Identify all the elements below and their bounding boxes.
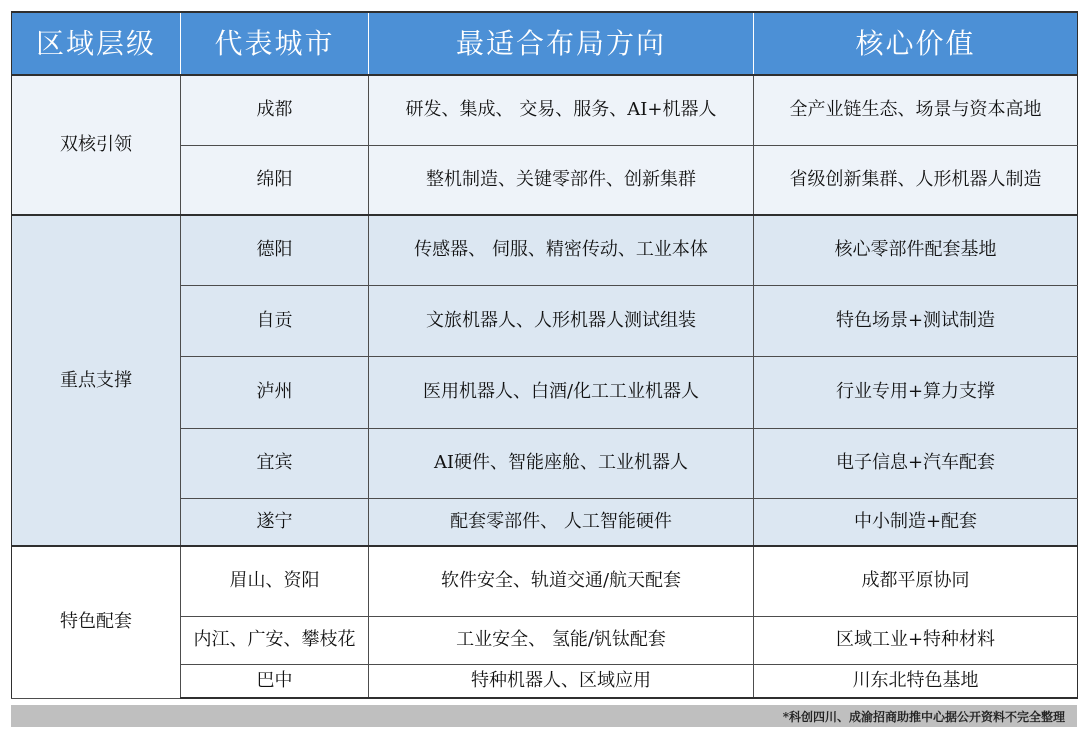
city-cell: 自贡: [181, 285, 369, 356]
value-cell: 成都平原协同: [754, 546, 1078, 616]
header-row: [12, 12, 1078, 75]
city-cell: 巴中: [181, 664, 369, 698]
city-cell: 内江、广安、攀枝花: [181, 616, 369, 664]
city-cell: 眉山、资阳: [181, 546, 369, 616]
tier-cell: 双核引领: [12, 75, 181, 215]
direction-cell: 文旅机器人、人形机器人测试组装: [369, 285, 754, 356]
tier-cell: 特色配套: [12, 546, 181, 698]
city-cell: 成都: [181, 75, 369, 145]
header-tier: 区域层级: [12, 12, 181, 75]
value-cell: 川东北特色基地: [754, 664, 1078, 698]
header-city: 代表城市: [181, 12, 369, 75]
value-cell: 省级创新集群、人形机器人制造: [754, 145, 1078, 215]
direction-cell: 传感器、 伺服、精密传动、工业本体: [369, 215, 754, 285]
value-cell: 中小制造+配套: [754, 498, 1078, 546]
city-layout-table: [11, 11, 1078, 699]
value-cell: 区域工业+特种材料: [754, 616, 1078, 664]
header-value: 核心价值: [754, 12, 1078, 75]
direction-cell: 软件安全、轨道交通/航天配套: [369, 546, 754, 616]
city-cell: 遂宁: [181, 498, 369, 546]
city-cell: 德阳: [181, 215, 369, 285]
direction-cell: AI硬件、智能座舱、工业机器人: [369, 428, 754, 498]
direction-cell: 研发、集成、 交易、服务、AI+机器人: [369, 75, 754, 145]
city-cell: 绵阳: [181, 145, 369, 215]
table-row: [12, 215, 1078, 285]
footer-bar: [11, 705, 1077, 727]
header-direction: 最适合布局方向: [369, 12, 754, 75]
source-note: *科创四川、成渝招商助推中心据公开资料不完全整理: [782, 710, 1065, 724]
city-cell: 宜宾: [181, 428, 369, 498]
direction-cell: 医用机器人、白酒/化工工业机器人: [369, 356, 754, 428]
direction-cell: 特种机器人、区域应用: [369, 664, 754, 698]
direction-cell: 工业安全、 氢能/钒钛配套: [369, 616, 754, 664]
direction-cell: 整机制造、关键零部件、创新集群: [369, 145, 754, 215]
value-cell: 电子信息+汽车配套: [754, 428, 1078, 498]
city-cell: 泸州: [181, 356, 369, 428]
value-cell: 全产业链生态、场景与资本高地: [754, 75, 1078, 145]
table-row: [12, 546, 1078, 616]
value-cell: 行业专用+算力支撑: [754, 356, 1078, 428]
direction-cell: 配套零部件、 人工智能硬件: [369, 498, 754, 546]
tier-cell: 重点支撑: [12, 215, 181, 546]
value-cell: 核心零部件配套基地: [754, 215, 1078, 285]
table-row: [12, 75, 1078, 145]
value-cell: 特色场景+测试制造: [754, 285, 1078, 356]
